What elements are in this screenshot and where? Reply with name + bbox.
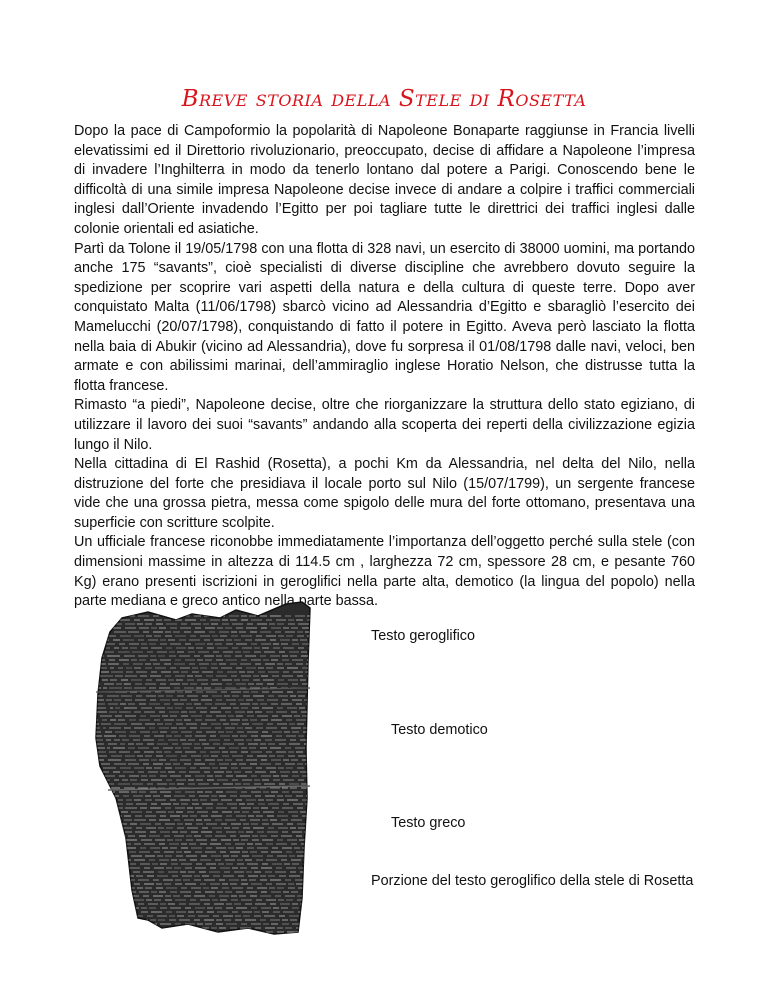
label-demotic-text: Testo demotico bbox=[391, 722, 488, 738]
paragraph: Rimasto “a piedi”, Napoleone decise, oltre che riorganizzare la struttura dello stato egiziano, di utilizzare il lavoro dei suoi “savants” andando alla scoperta dei reperti della civilizzazione egizia lungo il Nilo. bbox=[74, 397, 695, 453]
paragraph: Un ufficiale francese riconobbe immediatamente l’importanza dell’oggetto perché sulla stele (con dimensioni massime in altezza di 114.5 cm , larghezza 72 cm, spessore 28 cm, e pesante 760 Kg) erano presenti iscrizioni in geroglifici nella parte alta, demotico (la lingua del popolo) nella parte mediana e greco antico nella parte bassa. bbox=[74, 534, 695, 610]
body-text bbox=[74, 122, 695, 612]
label-greek-text: Testo greco bbox=[391, 815, 466, 831]
paragraph: Partì da Tolone il 19/05/1798 con una flotta di 328 navi, un esercito di 38000 uomini, ma portando anche 175 “savants”, cioè specialisti di diverse discipline che avrebbero dovuto seguire la spedizione per scoprire vari aspetti della natura e della cultura di queste terre. Dopo aver conquistato Malta (11/06/1798) sbarcò vicino ad Alessandria d’Egitto e sbaragliò l’esercito dei Mamelucchi (20/07/1798), conquistando di fatto il potere in Egitto. Aveva però lasciato la flotta nella baia di Abukir (vicino ad Alessandria), dove fu sorpresa il 01/08/1798 dalle navi, veloci, ben armate e con abilissimi marinai, dell’ammiraglio inglese Horatio Nelson, che distrusse tutta la flotta francese. bbox=[74, 240, 695, 394]
rosetta-stone-drawing bbox=[88, 598, 356, 938]
page-title: Breve storia della Stele di Rosetta bbox=[181, 86, 587, 112]
label-hieroglyphic-text: Testo geroglifico bbox=[371, 628, 475, 644]
paragraph: Dopo la pace di Campoformio la popolarità di Napoleone Bonaparte raggiunse in Francia livelli elevatissimi ed il Direttorio rivoluzionario, preoccupato, decise di affidare a Napoleone l’impresa di invadere l’Inghilterra in modo da tenerlo lontano dal potere a Parigi. Conoscendo bene le difficoltà di una simile impresa Napoleone decise invece di andare a colpire i traffici commerciali inglesi dall’Oriente invadendo l’Egitto per poi tagliare tutte le direttrici dei traffici inglesi dalle colonie orientali ed asiatiche. bbox=[74, 123, 695, 237]
paragraph: Nella cittadina di El Rashid (Rosetta), a pochi Km da Alessandria, nel delta del Nilo, nella distruzione del forte che presidiava il locale porto sul Nilo (15/07/1799), un sergente francese vide che una grossa pietra, messa come spigolo delle mura del forte ottomano, presentava una superficie con scritture scolpite. bbox=[74, 456, 695, 531]
image-caption: Porzione del testo geroglifico della stele di Rosetta bbox=[371, 873, 694, 889]
rosetta-stone-image bbox=[88, 598, 356, 938]
